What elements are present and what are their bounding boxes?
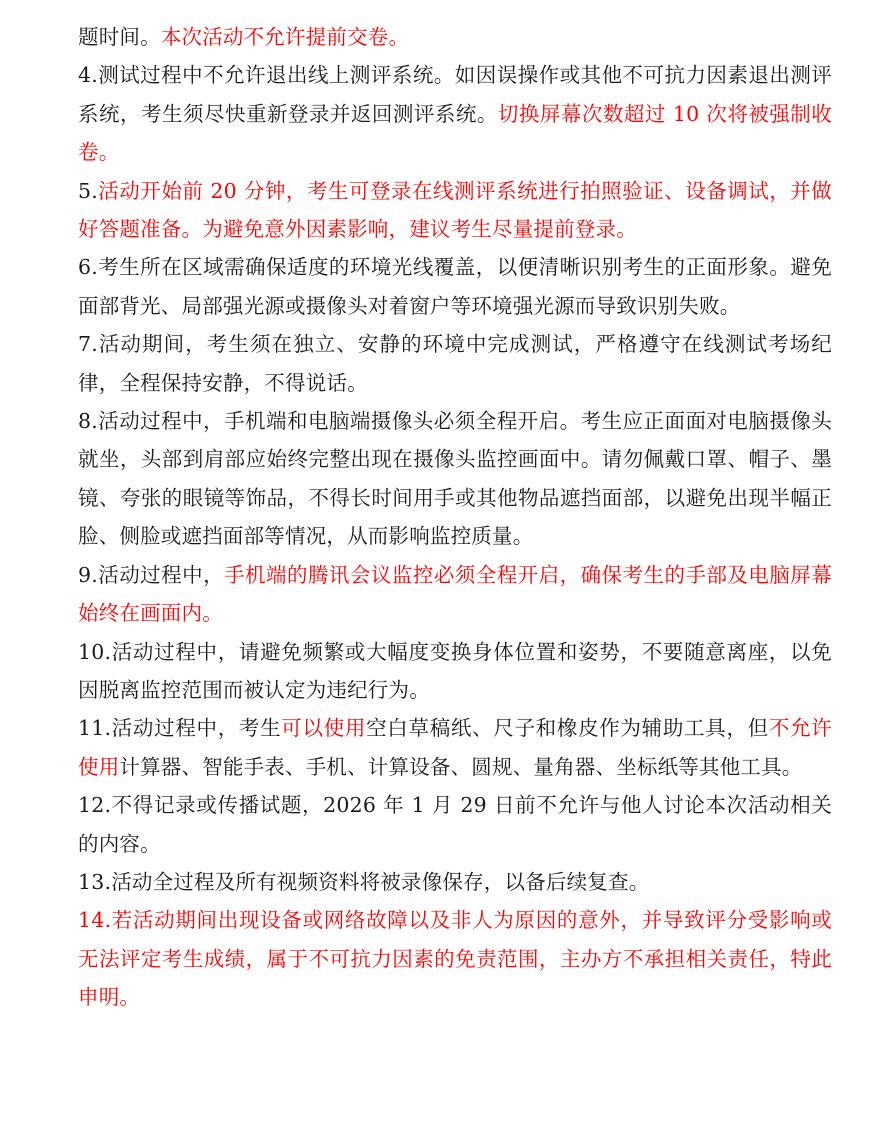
text-segment: 6.考生所在区域需确保适度的环境光线覆盖，以便清晰识别考生的正面形象。避免面部背光、局部强光源或摄像头对着窗户等环境强光源而导致识别失败。 bbox=[78, 255, 832, 318]
highlighted-text-segment: 活动开始前 20 分钟，考生可登录在线测评系统进行拍照验证、设备调试，并做好答题准备。为避免意外因素影响，建议考生尽量提前登录。 bbox=[78, 178, 832, 242]
paragraph-3-tail bbox=[78, 18, 832, 56]
paragraph-8 bbox=[78, 402, 832, 556]
highlighted-text-segment: 切换屏幕次数超过 10 次将被强制收卷。 bbox=[78, 101, 832, 165]
paragraph-6 bbox=[78, 248, 832, 325]
highlighted-text-segment: 不允许使用 bbox=[78, 716, 832, 779]
highlighted-text-segment: 14.若活动期间出现设备或网络故障以及非人为原因的意外，并导致评分受影响或无法评定考生成绩，属于不可抗力因素的免责范围，主办方不承担相关责任，特此申明。 bbox=[78, 908, 832, 1010]
paragraph-9 bbox=[78, 556, 832, 633]
text-segment: 7.活动期间，考生须在独立、安静的环境中完成测试，严格遵守在线测试考场纪律，全程保持安静，不得说话。 bbox=[78, 332, 832, 395]
document-body bbox=[78, 18, 832, 1017]
highlighted-text-segment: 可以使用 bbox=[281, 716, 367, 741]
text-segment: 10.活动过程中，请避免频繁或大幅度变换身体位置和姿势，不要随意离座，以免因脱离监控范围而被认定为违纪行为。 bbox=[78, 639, 832, 702]
text-segment: 4.测试过程中不允许退出线上测评系统。如因误操作或其他不可抗力因素退出测评系统，考生须尽快重新登录并返回测评系统。 bbox=[78, 63, 832, 126]
text-segment: 计算器、智能手表、手机、计算设备、圆规、量角器、坐标纸等其他工具。 bbox=[119, 754, 803, 779]
text-segment: 13.活动全过程及所有视频资料将被录像保存，以备后续复查。 bbox=[78, 869, 650, 894]
highlighted-text-segment: 手机端的腾讯会议监控必须全程开启，确保考生的手部及电脑屏幕始终在画面内。 bbox=[78, 562, 832, 626]
text-segment: 11.活动过程中，考生 bbox=[78, 716, 282, 741]
paragraph-11 bbox=[78, 709, 832, 786]
paragraph-4 bbox=[78, 56, 832, 171]
paragraph-7 bbox=[78, 325, 832, 402]
highlighted-text-segment: 本次活动不允许提前交卷。 bbox=[160, 25, 410, 49]
paragraph-12 bbox=[78, 786, 832, 863]
paragraph-10 bbox=[78, 633, 832, 710]
text-segment: 9.活动过程中， bbox=[78, 562, 225, 587]
text-segment: 5. bbox=[78, 178, 98, 203]
paragraph-14 bbox=[78, 901, 832, 1016]
text-segment: 空白草稿纸、尺子和橡皮作为辅助工具，但 bbox=[366, 716, 769, 741]
paragraph-5 bbox=[78, 172, 832, 249]
paragraph-13 bbox=[78, 863, 832, 901]
text-segment: 题时间。 bbox=[78, 25, 161, 49]
text-segment: 12.不得记录或传播试题，2026 年 1 月 29 日前不允许与他人讨论本次活动相关的内容。 bbox=[78, 793, 832, 856]
text-segment: 8.活动过程中，手机端和电脑端摄像头必须全程开启。考生应正面面对电脑摄像头就坐，头部到肩部应始终完整出现在摄像头监控画面中。请勿佩戴口罩、帽子、墨镜、夸张的眼镜等饰品，不得长时间用手或其他物品遮挡面部，以避免出现半幅正脸、侧脸或遮挡面部等情况，从而影响监控质量。 bbox=[78, 409, 832, 549]
